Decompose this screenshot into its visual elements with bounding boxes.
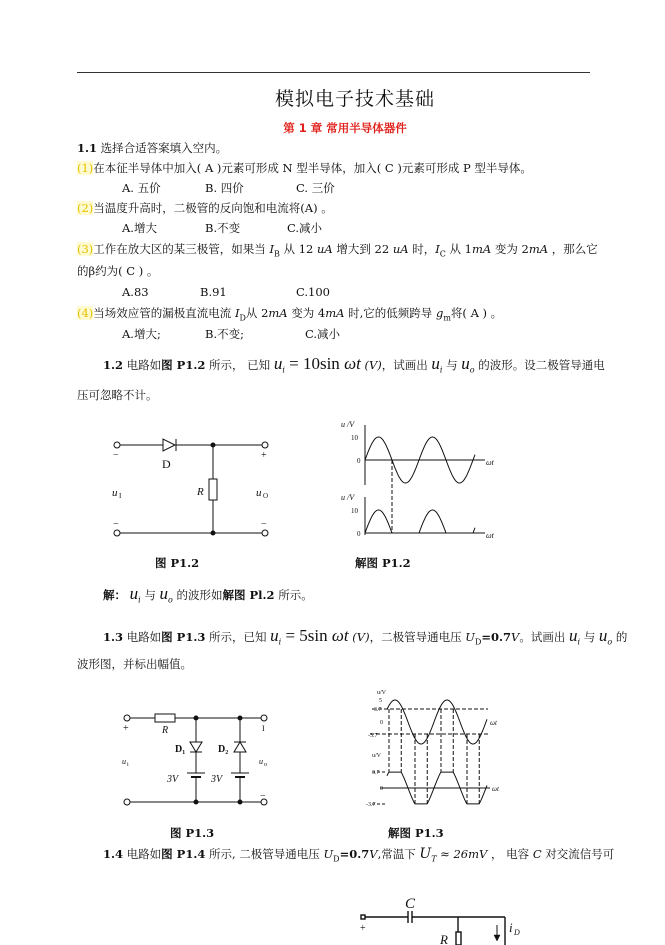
var: U [323, 847, 334, 861]
text: 电路如 [123, 358, 162, 372]
terminal [262, 442, 268, 448]
formula-rhs: = 5sin [281, 626, 332, 645]
text: 与 [580, 630, 599, 644]
var: g [435, 306, 444, 320]
question-number: (2) [77, 201, 94, 215]
uo-halfwave-curve [365, 510, 475, 533]
unit: uA [317, 242, 333, 256]
section-1-2-answer [103, 584, 313, 604]
unit: mA [528, 242, 549, 256]
text: 的波形如 [172, 588, 223, 602]
figure-ref: 解图 Pl.2 [222, 588, 275, 602]
waveform-p1-2 [365, 425, 485, 535]
solution-caption: 解图 P1.3 [388, 826, 444, 840]
unit: V [511, 630, 520, 644]
label-minus: − [261, 519, 267, 530]
option-b: B. 四价 [205, 181, 244, 195]
label-current: i [509, 920, 513, 935]
var: u [159, 584, 169, 603]
label-battery: 3V [167, 774, 179, 785]
question-number: (3) [77, 242, 94, 256]
text: 与 [140, 588, 160, 602]
text: 电路如 [123, 630, 162, 644]
diode-d1-icon [190, 742, 202, 752]
sub: B [274, 249, 280, 259]
sub: i [282, 365, 285, 375]
sub: o [469, 365, 475, 375]
tick: 0 [357, 457, 361, 465]
formula-wt: ωt [331, 626, 349, 645]
y-label: u /V [341, 420, 355, 429]
label-diode: D [162, 457, 171, 471]
figure-caption: 图 P1.2 [155, 556, 200, 570]
tick: 5 [379, 698, 382, 704]
value: ≈ 26 [436, 847, 469, 861]
circuit-p1-3 [124, 714, 267, 805]
text: 从 12 [279, 242, 317, 256]
option-b: B.不变; [205, 327, 244, 341]
text: ,常温下 [377, 847, 420, 861]
var: I [435, 242, 440, 256]
tick: 10 [351, 434, 358, 442]
tick: -3.7 [366, 802, 376, 808]
text: 当场效应管的漏极直流电流 [93, 306, 235, 320]
page-title: 模拟电子技术基础 [274, 88, 435, 110]
label-minus: − [113, 450, 119, 461]
var: u [568, 626, 578, 645]
section-number: 1.2 [103, 358, 124, 372]
text: ， 电容 [487, 847, 533, 861]
label-resistor: R [197, 486, 204, 498]
unit: mA [268, 306, 288, 320]
section-1-4-text [103, 846, 614, 863]
x-label: ωt [490, 719, 497, 727]
question-number: (1) [77, 161, 94, 175]
answer-label: 解： [103, 588, 126, 602]
sub: m [443, 313, 451, 323]
var: u [598, 626, 608, 645]
text: ，二极管导通电压 [369, 630, 466, 644]
label-terminal: I [262, 724, 265, 733]
text: 的波形。设二极管导通电 [474, 358, 605, 372]
figure-caption: 图 P1.3 [170, 826, 215, 840]
section-text: 选择合适答案填入空内。 [100, 141, 228, 155]
value: =0.7 [481, 630, 512, 644]
figure-ref: 图 P1.4 [161, 847, 206, 861]
label-resistor: R [440, 932, 448, 945]
label-resistor: R [162, 725, 169, 736]
y-label: u/V [377, 690, 386, 696]
unit: mA [472, 242, 492, 256]
unit: (V) [360, 358, 382, 372]
unit: (V) [348, 630, 370, 644]
text: 的 [612, 630, 628, 644]
diode-d2-icon [234, 742, 246, 752]
option-b: B.不变 [205, 221, 241, 235]
sub: D [239, 313, 246, 323]
var: u [431, 354, 440, 373]
var: C [532, 847, 542, 861]
resistor-icon [155, 714, 175, 722]
text: 对交流信号可 [541, 847, 615, 861]
formula-wt: ωt [344, 354, 361, 373]
label-capacitor: C [405, 896, 416, 912]
label-current-sub: D [514, 928, 520, 937]
sub: i [577, 637, 581, 647]
section-1-2-line2: 压可忽略不计。 [77, 388, 158, 402]
text: 将( A ) 。 [450, 306, 503, 320]
unit: uA [392, 242, 409, 256]
section-number: 1.4 [103, 847, 124, 861]
option-c: C.100 [296, 285, 330, 299]
label-plus: + [360, 923, 366, 934]
sub: i [278, 637, 282, 647]
unit: mA [325, 306, 345, 320]
text: 从 2 [245, 306, 269, 320]
resistor-icon [456, 932, 461, 945]
x-label: ωt [486, 531, 494, 540]
tick: 0 [380, 720, 383, 726]
var: I [269, 242, 274, 256]
figure-ref: 图 P1.3 [161, 630, 206, 644]
sub: C [439, 249, 446, 259]
sub: i [138, 595, 141, 605]
label-output-sub: O [263, 492, 269, 500]
question-text: 当温度升高时，二极管的反向饱和电流将(A) 。 [93, 201, 333, 215]
section-number: 1.3 [103, 630, 124, 644]
text: 从 1 [445, 242, 473, 256]
sub: D [333, 854, 340, 864]
unit: V [369, 847, 378, 861]
tick: -3.7 [368, 733, 378, 739]
label-output: u [259, 757, 263, 766]
tick: 10 [351, 507, 358, 515]
var: U [419, 846, 432, 862]
option-a: A.83 [122, 285, 149, 299]
text: 工作在放大区的某三极管，如果当 [93, 242, 270, 256]
value: =0.7 [339, 847, 370, 861]
label-d1: D₁ [175, 744, 186, 755]
diode-icon [163, 439, 175, 451]
tick: 0 [357, 530, 361, 538]
question-3-line2: 的β约为( C ) 。 [77, 264, 159, 278]
sub: i [439, 365, 443, 375]
text: 。试画出 [519, 630, 569, 644]
option-a: A.增大 [122, 221, 157, 235]
label-minus: − [260, 791, 266, 802]
label-plus: + [123, 723, 129, 734]
text: 增大到 22 [332, 242, 393, 256]
label-input-sub: I [119, 492, 122, 500]
question-text: 在本征半导体中加入( A )元素可形成 N 型半导体，加入( C )元素可形成 P 型半导体。 [93, 161, 532, 175]
x-label: ωt [486, 458, 494, 467]
resistor-icon [209, 479, 217, 500]
formula-rhs: = 10sin [284, 354, 345, 373]
circuit-p1-2 [114, 439, 268, 536]
formula-var: u [273, 354, 283, 373]
text: 所示， 已知 [205, 358, 274, 372]
label-output: u [256, 487, 262, 499]
sub: T [431, 854, 437, 864]
label-input: u [122, 757, 126, 766]
question-number: (4) [77, 306, 94, 320]
text: 与 [442, 358, 462, 372]
x-label: ωt [492, 785, 499, 793]
tick: 3.7 [372, 770, 380, 776]
ui-sine-curve [387, 700, 487, 744]
var: u [129, 584, 139, 603]
text: 变为 2 [491, 242, 529, 256]
unit: mV [468, 847, 488, 861]
y-label: u/V [372, 753, 381, 759]
option-a: A. 五价 [122, 181, 161, 195]
label-d2: D₂ [218, 744, 229, 755]
label-input-sub: i [127, 762, 129, 768]
text: 时， [408, 242, 436, 256]
var: I [234, 306, 240, 320]
var: U [465, 630, 475, 644]
section-1-3-text [103, 626, 627, 646]
text: 变为 4 [287, 306, 326, 320]
text: 电路如 [123, 847, 162, 861]
option-c: C. 三价 [296, 181, 335, 195]
text: 所示。 [274, 588, 313, 602]
text: 所示, 二极管导通电压 [205, 847, 324, 861]
section-1-3-line2: 波形图，并标出幅值。 [77, 657, 192, 671]
chapter-heading: 第 1 章 常用半导体器件 [283, 121, 407, 135]
solution-caption: 解图 P1.2 [355, 556, 411, 570]
label-battery: 3V [211, 774, 223, 785]
section-number: 1.1 [77, 141, 98, 155]
tick: 0 [380, 786, 383, 792]
text: ，试画出 [381, 358, 432, 372]
option-b: B.91 [200, 285, 227, 299]
terminal [114, 442, 120, 448]
text: ，那么它 [548, 242, 598, 256]
var: u [461, 354, 470, 373]
option-c: C.减小 [305, 327, 341, 341]
figure-ref: 图 P1.2 [161, 358, 206, 372]
sub: o [168, 595, 173, 605]
tick: 3.7 [374, 707, 382, 713]
sub: o [607, 637, 613, 647]
option-a: A.增大; [122, 327, 161, 341]
label-minus: − [113, 519, 119, 530]
formula-var: u [270, 626, 279, 645]
waveform-p1-3 [370, 700, 490, 804]
option-c: C.减小 [287, 221, 323, 235]
circuit-p1-4 [361, 911, 505, 945]
text: 时,它的低频跨导 [344, 306, 436, 320]
sub: D [474, 637, 482, 647]
y-label: u /V [341, 493, 355, 502]
label-plus: + [261, 450, 267, 461]
text: 所示，已知 [205, 630, 271, 644]
label-input: u [112, 487, 118, 499]
label-output-sub: o [264, 762, 267, 768]
